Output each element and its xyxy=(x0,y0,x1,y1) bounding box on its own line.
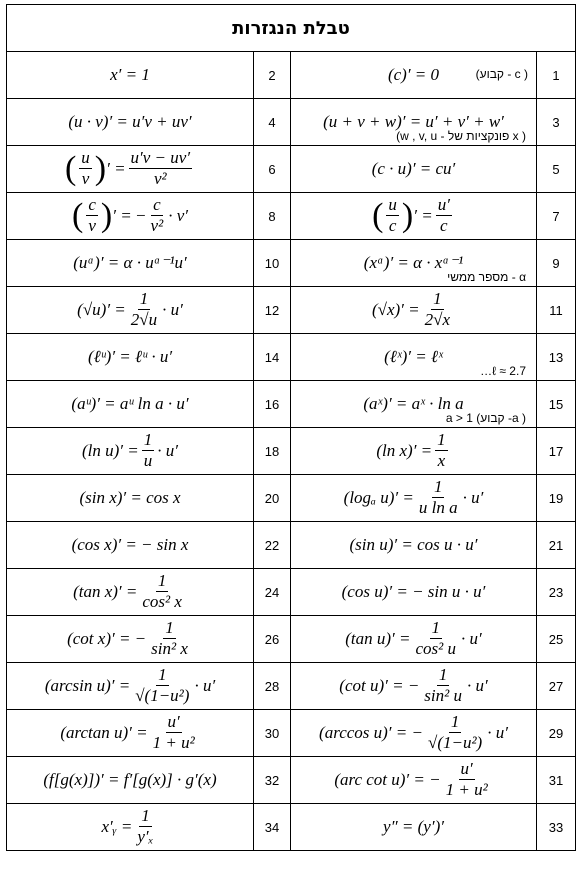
row-number-left: 28 xyxy=(254,663,291,710)
formula-lhs-text: (ln u)′ = xyxy=(82,440,139,460)
table-row xyxy=(7,569,576,616)
formula-cell-right xyxy=(291,52,537,99)
formula-lhs-text: x′ᵧ = xyxy=(101,816,133,836)
formula-lhs-text: (tan x)′ = xyxy=(73,581,138,601)
formula xyxy=(60,713,199,752)
row-number-right: 33 xyxy=(537,804,576,851)
row-number-right: 25 xyxy=(537,616,576,663)
formula-tail: · u′ xyxy=(462,487,484,507)
rhs-denominator: cos² x xyxy=(142,592,182,612)
rhs-denominator: 1 + u² xyxy=(152,733,195,753)
formula xyxy=(344,478,484,517)
formula: ( $\frac{c}{v}$ ) ′ = − $\frac{c}{\text{v²}}$ · v′ xyxy=(72,195,188,236)
row-number-right: 5 xyxy=(537,146,576,193)
formula-note: α - מספר ממשי xyxy=(447,270,526,284)
formula-tail: · u′ xyxy=(466,675,488,695)
row-number-left: 8 xyxy=(254,193,291,240)
formula-cell-right xyxy=(291,146,537,193)
formula-cell-left xyxy=(7,99,254,146)
formula: (ℓˣ)′ = ℓˣ xyxy=(384,347,443,366)
formula-lhs-text: (cot x)′ = − xyxy=(67,628,147,648)
formula-cell-right xyxy=(291,616,537,663)
formula-cell-right xyxy=(291,287,537,334)
formula-tail: · u′ xyxy=(461,628,482,648)
rhs-fraction xyxy=(422,666,464,705)
row-number-right: 3 xyxy=(537,99,576,146)
formula: (u · v)′ = u′v + uv′ xyxy=(68,112,192,131)
formula-cell-right xyxy=(291,710,537,757)
rhs-denominator: c xyxy=(440,216,448,236)
lhs-fraction xyxy=(86,196,98,235)
row-number-right: 31 xyxy=(537,757,576,804)
row-number-right: 19 xyxy=(537,475,576,522)
rhs-denominator: 2√x xyxy=(424,310,451,330)
row-number-left: 18 xyxy=(254,428,291,475)
row-number-left: 34 xyxy=(254,804,291,851)
table-row xyxy=(7,475,576,522)
rhs-numerator: 1 xyxy=(438,665,448,685)
rhs-fraction xyxy=(142,431,155,470)
rhs-fraction xyxy=(135,807,155,846)
formula-cell-right xyxy=(291,428,537,475)
table-row xyxy=(7,616,576,663)
formula: (c)′ = 0 xyxy=(387,65,440,84)
rhs-numerator: 1 xyxy=(433,289,442,309)
rhs-fraction xyxy=(129,149,193,188)
formula: y″ = (y′)′ xyxy=(383,817,444,836)
rhs-denominator: √(1−u²) xyxy=(135,686,190,706)
formula-lhs-text: (arctan u)′ = xyxy=(60,722,148,742)
formula-lhs-text: (√x)′ = xyxy=(371,299,420,319)
formula: (aᵘ)′ = aᵘ ln a · u′ xyxy=(71,394,189,413)
lhs-fraction xyxy=(79,149,92,188)
rhs-numerator: 1 xyxy=(450,712,460,732)
rhs-fraction xyxy=(436,196,452,235)
table-title: טבלת הנגזרות xyxy=(7,5,576,52)
formula-cell-left xyxy=(7,475,254,522)
rhs-fraction xyxy=(435,431,448,470)
formula xyxy=(77,290,183,329)
row-number-left: 30 xyxy=(254,710,291,757)
formula-cell-left xyxy=(7,146,254,193)
lhs-denominator: c xyxy=(388,216,397,236)
table-row xyxy=(7,287,576,334)
table-row xyxy=(7,334,576,381)
row-number-left: 20 xyxy=(254,475,291,522)
formula-lhs-text: (tan u)′ = xyxy=(345,628,411,648)
formula-cell-right xyxy=(291,522,537,569)
rhs-denominator: √(1−u²) xyxy=(427,733,483,753)
row-number-right: 27 xyxy=(537,663,576,710)
formula-tail: · u′ xyxy=(157,440,178,460)
formula: (sin x)′ = cos x xyxy=(79,488,181,507)
row-number-left: 6 xyxy=(254,146,291,193)
rhs-denominator: cos² u xyxy=(415,639,457,659)
formula-cell-left xyxy=(7,804,254,851)
formula-cell-left xyxy=(7,240,254,287)
table-row xyxy=(7,757,576,804)
row-number-left: 10 xyxy=(254,240,291,287)
lhs-denominator: v xyxy=(81,169,90,189)
rhs-denominator: 2√u xyxy=(130,310,158,330)
formula: (sin u)′ = cos u · u′ xyxy=(349,535,478,554)
row-number-left: 4 xyxy=(254,99,291,146)
formula-cell-right xyxy=(291,381,537,428)
table-body xyxy=(7,5,576,851)
rhs-denominator: v² xyxy=(150,216,164,236)
table-row xyxy=(7,193,576,240)
formula-lhs-text: (cot u)′ = − xyxy=(339,675,420,695)
table-row xyxy=(7,240,576,287)
rhs-fraction xyxy=(426,713,484,752)
formula-cell-right xyxy=(291,240,537,287)
formula-tail: · v′ xyxy=(168,205,188,225)
formula xyxy=(82,431,178,470)
derivatives-table xyxy=(6,4,576,851)
formula-lhs-text: (√u)′ = xyxy=(77,299,126,319)
table-row xyxy=(7,52,576,99)
rhs-fraction xyxy=(151,713,197,752)
rhs-denominator: u ln a xyxy=(418,498,458,518)
formula-tail: · u′ xyxy=(162,299,183,319)
rhs-denominator: y′ₓ xyxy=(137,827,154,847)
formula-lhs-text: (arcsin u)′ = xyxy=(44,675,131,695)
rhs-numerator: 1 xyxy=(165,618,174,638)
rhs-numerator: 1 xyxy=(433,477,443,497)
formula xyxy=(334,760,492,799)
rhs-numerator: 1 xyxy=(143,430,153,450)
rhs-numerator: c xyxy=(153,195,161,215)
table-row xyxy=(7,804,576,851)
row-number-right: 13 xyxy=(537,334,576,381)
rhs-fraction xyxy=(423,290,452,329)
table-row xyxy=(7,710,576,757)
row-number-right: 15 xyxy=(537,381,576,428)
row-number-left: 26 xyxy=(254,616,291,663)
formula-cell-left xyxy=(7,616,254,663)
formula: (cos x)′ = − sin x xyxy=(71,535,189,554)
rhs-numerator: 1 xyxy=(139,289,149,309)
rhs-numerator: 1 xyxy=(141,806,150,826)
formula-note: ( x פונקציות של - w , v, u) xyxy=(396,129,526,143)
formula xyxy=(372,290,455,329)
table-row xyxy=(7,522,576,569)
formula: (uᵅ)′ = α · uᵅ⁻¹u′ xyxy=(73,253,187,272)
formula-lhs-text: (logₐ u)′ = xyxy=(343,487,414,507)
row-number-right: 11 xyxy=(537,287,576,334)
formula: (f[g(x)])′ = f′[g(x)] · g′(x) xyxy=(43,770,217,789)
formula: (c · u)′ = cu′ xyxy=(371,159,456,178)
formula-lhs-text: (arccos u)′ = − xyxy=(319,722,423,742)
rhs-denominator: 1 + u² xyxy=(445,780,488,800)
row-number-right: 21 xyxy=(537,522,576,569)
formula: (xᵅ)′ = α · xᵅ⁻¹ xyxy=(363,253,464,272)
row-number-left: 14 xyxy=(254,334,291,381)
row-number-right: 1 xyxy=(537,52,576,99)
formula-cell-left xyxy=(7,428,254,475)
formula-note: ℓ ≈ 2.7… xyxy=(480,364,526,378)
formula-cell-left xyxy=(7,381,254,428)
rhs-numerator: u′ xyxy=(460,759,473,779)
rhs-numerator: 1 xyxy=(437,430,446,450)
row-number-left: 2 xyxy=(254,52,291,99)
table-row xyxy=(7,381,576,428)
formula-cell-left xyxy=(7,522,254,569)
row-number-right: 17 xyxy=(537,428,576,475)
rhs-numerator: 1 xyxy=(157,571,167,591)
formula-cell-right xyxy=(291,334,537,381)
rhs-numerator: u′ xyxy=(437,195,450,215)
title-row xyxy=(7,5,576,52)
formula-cell-right xyxy=(291,757,537,804)
formula-cell-right xyxy=(291,804,537,851)
formula xyxy=(339,666,487,705)
rhs-denominator: sin² u xyxy=(424,686,462,706)
rhs-fraction xyxy=(133,666,191,705)
formula: (aˣ)′ = aˣ · ln a xyxy=(363,394,464,413)
table-row xyxy=(7,99,576,146)
formula-tail: · u′ xyxy=(487,722,508,742)
lhs-denominator: v xyxy=(88,216,96,236)
row-number-left: 22 xyxy=(254,522,291,569)
row-number-left: 24 xyxy=(254,569,291,616)
formula xyxy=(73,572,187,611)
formula xyxy=(345,619,481,658)
rhs-numerator: u′v − uv′ xyxy=(130,148,191,168)
lhs-numerator: c xyxy=(88,195,96,215)
formula: (cos u)′ = − sin u · u′ xyxy=(341,582,486,601)
rhs-numerator: u′ xyxy=(167,712,180,732)
rhs-numerator: 1 xyxy=(431,618,440,638)
formula-cell-left xyxy=(7,663,254,710)
formula-note: ( a- קבוע) a > 1 xyxy=(445,411,526,425)
formula-cell-right xyxy=(291,663,537,710)
formula xyxy=(376,431,450,470)
formula: ( $\frac{u}{c}$ ) ′ = $\frac{u'}{c}$ xyxy=(372,195,450,236)
rhs-numerator: 1 xyxy=(158,665,167,685)
lhs-numerator: u xyxy=(388,195,397,215)
formula-lhs-text: (arc cot u)′ = − xyxy=(334,769,441,789)
formula-cell-left xyxy=(7,710,254,757)
formula-cell-left xyxy=(7,569,254,616)
formula-lhs-text: (ln x)′ = xyxy=(376,440,433,460)
table-row xyxy=(7,663,576,710)
formula: ( $\frac{u}{v}$ ) ′ = $\frac{u'v - uv'}{\text{v²}}$ xyxy=(64,148,191,189)
formula-note: ( c - קבוע) xyxy=(475,67,528,81)
rhs-fraction xyxy=(444,760,490,799)
row-number-right: 7 xyxy=(537,193,576,240)
lhs-fraction xyxy=(386,196,399,235)
rhs-fraction xyxy=(129,290,159,329)
formula: (ℓᵘ)′ = ℓᵘ · u′ xyxy=(87,347,173,366)
rhs-denominator: x xyxy=(437,451,446,471)
rhs-fraction xyxy=(149,619,190,658)
formula-cell-right xyxy=(291,475,537,522)
rhs-denominator: u xyxy=(143,451,153,471)
row-number-left: 12 xyxy=(254,287,291,334)
formula: (u + v + w)′ = u′ + v′ + w′ xyxy=(323,112,504,131)
rhs-denominator: v² xyxy=(153,169,167,189)
formula: x′ = 1 xyxy=(110,65,150,84)
table-row xyxy=(7,428,576,475)
formula-cell-right xyxy=(291,193,537,240)
row-number-left: 32 xyxy=(254,757,291,804)
rhs-denominator: sin² x xyxy=(151,639,188,659)
row-number-right: 29 xyxy=(537,710,576,757)
lhs-numerator: u xyxy=(81,148,90,168)
formula xyxy=(319,713,508,752)
formula-cell-right xyxy=(291,99,537,146)
row-number-right: 9 xyxy=(537,240,576,287)
rhs-fraction xyxy=(417,478,460,517)
table-row xyxy=(7,146,576,193)
row-number-right: 23 xyxy=(537,569,576,616)
formula xyxy=(67,619,193,658)
rhs-fraction xyxy=(414,619,459,658)
formula-cell-left xyxy=(7,287,254,334)
formula-cell-left xyxy=(7,757,254,804)
formula-cell-right xyxy=(291,569,537,616)
formula-cell-left xyxy=(7,334,254,381)
rhs-fraction xyxy=(149,196,166,235)
formula-tail: · u′ xyxy=(194,675,216,695)
rhs-fraction xyxy=(140,572,184,611)
formula xyxy=(45,666,215,705)
formula xyxy=(101,807,158,846)
formula-cell-left xyxy=(7,193,254,240)
formula-cell-left xyxy=(7,52,254,99)
row-number-left: 16 xyxy=(254,381,291,428)
